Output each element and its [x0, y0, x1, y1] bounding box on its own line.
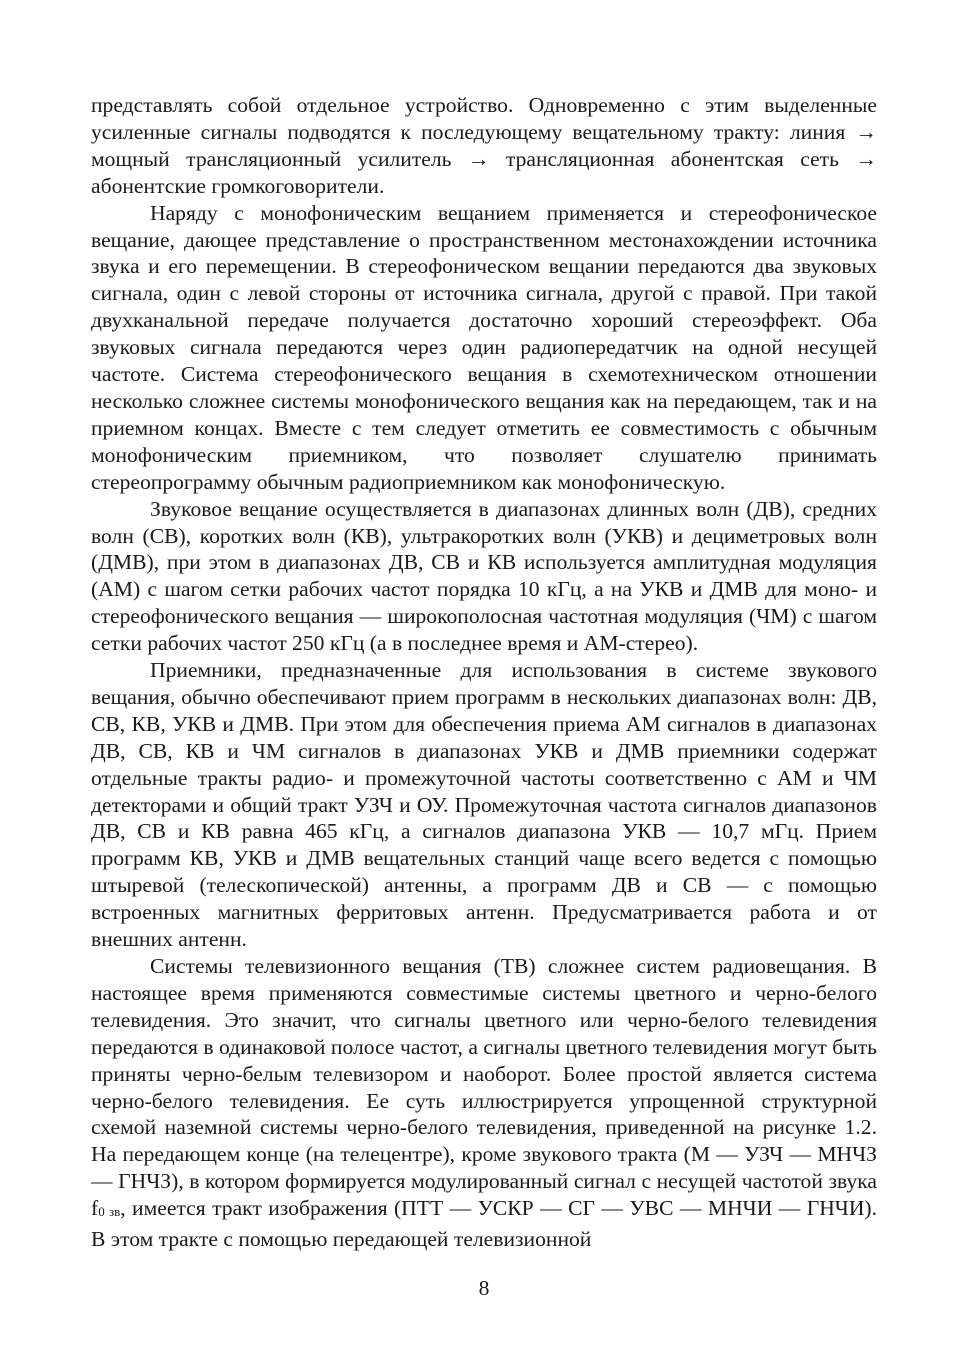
paragraph-television [91, 953, 877, 1253]
document-body [91, 92, 877, 1253]
paragraph-text-after-subscript: , имеется тракт изображения (ПТТ — УСКР — СГ — УВС — МНЧИ — ГНЧИ). В этом тракте с помощью передающей телевизионной [91, 1196, 877, 1252]
page-number: 8 [478, 1276, 490, 1300]
paragraph-stereo-broadcasting: Наряду с монофоническим вещанием применяется и стереофоническое вещание, дающее представление о пространственном местонахождении источника звука и его перемещении. В стереофоническом вещании передаются два звуковых сигнала, один с левой стороны от источника сигнала, другой с правой. При такой двухканальной передаче получается достаточно хороший стереоэффект. Оба звуковых сигнала передаются через один радиопередатчик на одной несущей частоте. Система стереофонического вещания в схемотехническом отношении несколько сложнее системы монофонического вещания как на передающем, так и на приемном концах. Вместе с тем следует отметить ее совместимость с обычным монофоническим приемником, что позволяет слушателю принимать стереопрограмму обычным радиоприемником как монофоническую. [91, 200, 877, 494]
paragraph-continuation: представлять собой отдельное устройство. Одновременно с этим выделенные усиленные сигналы подводятся к последующему вещательному тракту: линия → мощный трансляционный усилитель → трансляционная абонентская сеть → абонентские громкоговорители. [91, 93, 877, 198]
paragraph-receivers: Приемники, предназначенные для использования в системе звукового вещания, обычно обеспечивают прием программ в нескольких диапазонах волн: ДВ, СВ, КВ, УКВ и ДМВ. При этом для обеспечения приема АМ сигналов в диапазонах ДВ, СВ, КВ и ЧМ сигналов в диапазонах УКВ и ДМВ приемники содержат отдельные тракты радио- и промежуточной частоты соответственно с АМ и ЧМ детекторами и общий тракт УЗЧ и ОУ. Промежуточная частота сигналов диапазонов ДВ, СВ и КВ равна 465 кГц, а сигналов диапазона УКВ — 10,7 мГц. Прием программ КВ, УКВ и ДМВ вещательных станций чаще всего ведется с помощью штыревой (телескопической) антенны, а программ ДВ и СВ — с помощью встроенных магнитных ферритовых антенн. Предусматривается работа и от внешних антенн. [91, 658, 877, 952]
paragraph-wave-bands: Звуковое вещание осуществляется в диапазонах длинных волн (ДВ), средних волн (СВ), коротких волн (КВ), ультракоротких волн (УКВ) и дециметровых волн (ДМВ), при этом в диапазонах ДВ, СВ и КВ используется амплитудная модуляция (АМ) с шагом сетки рабочих частот порядка 10 кГц, а на УКВ и ДМВ для моно- и стереофонического вещания — широкополосная частотная модуляция (ЧМ) с шагом сетки рабочих частот 250 кГц (а в последнее время и АМ-стерео). [91, 496, 877, 656]
paragraph-text-before-subscript: Системы телевизионного вещания (ТВ) сложнее систем радиовещания. В настоящее время применяются совместимые системы цветного и черно-белого телевидения. Это значит, что сигналы цветного или черно-белого телевидения передаются в одинаковой полосе частот, а сигналы цветного телевидения могут быть приняты черно-белым телевизором и наоборот. Более простой является система черно-белого телевидения. Ее суть иллюстрируется упрощенной структурной схемой наземной системы черно-белого телевидения, приведенной на рисунке 1.2. На передающем конце (на телецентре), кроме звукового тракта (М — УЗЧ — МНЧЗ — ГНЧЗ), в котором формируется модулированный сигнал с несущей частотой звука f [91, 954, 877, 1221]
frequency-subscript: 0 зв [98, 1204, 121, 1220]
